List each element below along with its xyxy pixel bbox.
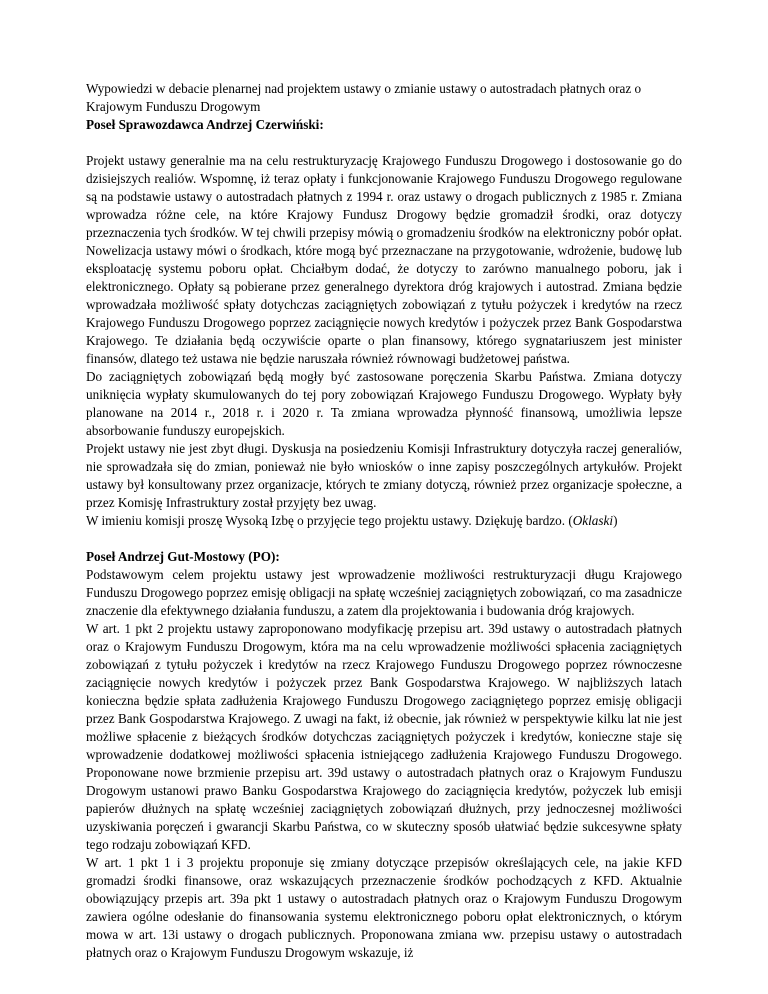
closing-paragraph	[86, 512, 682, 530]
paragraph: Projekt ustawy generalnie ma na celu restrukturyzację Krajowego Funduszu Drogowego i dostosowanie go do dzisiejszych realiów. Wspomnę, iż teraz opłaty i funkcjonowanie Krajowego Funduszu Drogowego regulowane są na podstawie ustawy o autostradach płatnych z 1994 r. oraz ustawy o drogach publicznych z 1985 r. Zmiana wprowadza różne cele, na które Krajowy Fundusz Drogowy będzie gromadził środki, oraz dotyczy przeznaczenia tych środków. W tej chwili przepisy mówią o gromadzeniu środków na elektroniczny pobór opłat. Nowelizacja ustawy mówi o środkach, które mogą być przeznaczane na przygotowanie, wdrożenie, budowę lub eksploatację systemu poboru opłat. Chciałbym dodać, że dotyczy to zarówno manualnego poboru, jak i elektronicznego. Opłaty są pobierane przez generalnego dyrektora dróg krajowych i autostrad. Zmiana będzie wprowadzała możliwość spłaty dotychczas zaciągniętych zobowiązań z tytułu pożyczek i kredytów na rzecz Krajowego Funduszu Drogowego poprzez zaciągnięcie nowych kredytów i pożyczek przez Bank Gospodarstwa Krajowego. Te działania będą oczywiście oparte o plan finansowy, którego sygnatariuszem jest minister finansów, dlatego też ustawa nie będzie naruszała również równowagi budżetowej państwa.	[86, 153, 682, 366]
speaker-heading: Poseł Andrzej Gut-Mostowy (PO):	[86, 549, 280, 564]
closing-end: )	[613, 513, 618, 528]
paragraph: W art. 1 pkt 2 projektu ustawy zaproponowano modyfikację przepisu art. 39d ustawy o autostradach płatnych oraz o Krajowym Funduszu Drogowym, która ma na celu wprowadzenie możliwości spłacenia zaciągniętych zobowiązań z tytułu pożyczek i kredytów na rzecz Krajowego Funduszu Drogowego poprzez równoczesne zaciągnięcie nowych kredytów i pożyczek przez Bank Gospodarstwa Krajowego. W najbliższych latach konieczna będzie spłata zadłużenia Krajowego Funduszu Drogowego zaciągniętego poprzez emisję obligacji przez Bank Gospodarstwa Krajowego. Z uwagi na fakt, iż obecnie, jak również w perspektywie kilku lat nie jest możliwe spłacenie z bieżących środków dotychczas zaciągniętych pożyczek i kredytów, konieczne staje się wprowadzenie dodatkowej możliwości spłacenia istniejącego zadłużenia Krajowego Funduszu Drogowego. Proponowane nowe brzmienie przepisu art. 39d ustawy o autostradach płatnych oraz o Krajowym Funduszu Drogowym ustanowi prawo Banku Gospodarstwa Krajowego do zaciągnięcia kredytów, pożyczek lub emisji papierów dłużnych na spłatę wcześniej zaciągniętych zobowiązań dłużnych, przy jednoczesnej możliwości uzyskiwania poręczeń i gwarancji Skarbu Państwa, co w skuteczny sposób ułatwiać będzie sukcesywne spłaty tego rodzaju zobowiązań KFD.	[86, 621, 682, 852]
speech-block	[86, 152, 682, 530]
document-title: Wypowiedzi w debacie plenarnej nad projektem ustawy o zmianie ustawy o autostradach płatnych oraz o Krajowym Funduszu Drogowym	[86, 81, 642, 114]
document-page	[86, 80, 682, 962]
paragraph: Projekt ustawy nie jest zbyt długi. Dyskusja na posiedzeniu Komisji Infrastruktury dotyczyła raczej generaliów, nie sprowadzała się do zmian, ponieważ nie było wniosków o inne zapisy poszczególnych artykułów. Projekt ustawy był konsultowany przez organizacje, których te zmiany dotyczą, również przez organizacje społeczne, a przez Komisję Infrastruktury został przyjęty bez uwag.	[86, 441, 682, 510]
paragraph: Do zaciągniętych zobowiązań będą mogły być zastosowane poręczenia Skarbu Państwa. Zmiana dotyczy uniknięcia wypłaty skumulowanych do tej pory zobowiązań Krajowego Funduszu Drogowego. Wypłaty były planowane na 2014 r., 2018 r. i 2020 r. Ta zmiana wprowadza płynność finansową, umożliwia lepsze absorbowanie funduszy europejskich.	[86, 369, 682, 438]
paragraph: Podstawowym celem projektu ustawy jest wprowadzenie możliwości restrukturyzacji długu Krajowego Funduszu Drogowego poprzez emisję obligacji na spłatę wcześniej zaciągniętych zobowiązań, co ma zasadnicze znaczenie dla efektywnego działania funduszu, a zatem dla projektowania i budowania dróg krajowych.	[86, 567, 682, 618]
speaker-heading: Poseł Sprawozdawca Andrzej Czerwiński:	[86, 117, 324, 132]
paragraph: W art. 1 pkt 1 i 3 projektu proponuje się zmiany dotyczące przepisów określających cele, na jakie KFD gromadzi środki finansowe, oraz wskazujących przeznaczenie środków pochodzących z KFD. Aktualnie obowiązujący przepis art. 39a pkt 1 ustawy o autostradach płatnych oraz o Krajowym Funduszu Drogowym zawiera ogólne odesłanie do finansowania systemu elektronicznego poboru opłat elektronicznych, o którym mowa w art. 13i ustawy o drogach publicznych. Proponowana zmiana ww. przepisu ustawy o autostradach płatnych oraz o Krajowym Funduszu Drogowym wskazuje, iż	[86, 855, 682, 960]
applause-note: Oklaski	[572, 513, 614, 528]
speech-block	[86, 566, 682, 962]
closing-text: W imieniu komisji proszę Wysoką Izbę o przyjęcie tego projektu ustawy. Dziękuję bardzo. (	[86, 513, 573, 528]
